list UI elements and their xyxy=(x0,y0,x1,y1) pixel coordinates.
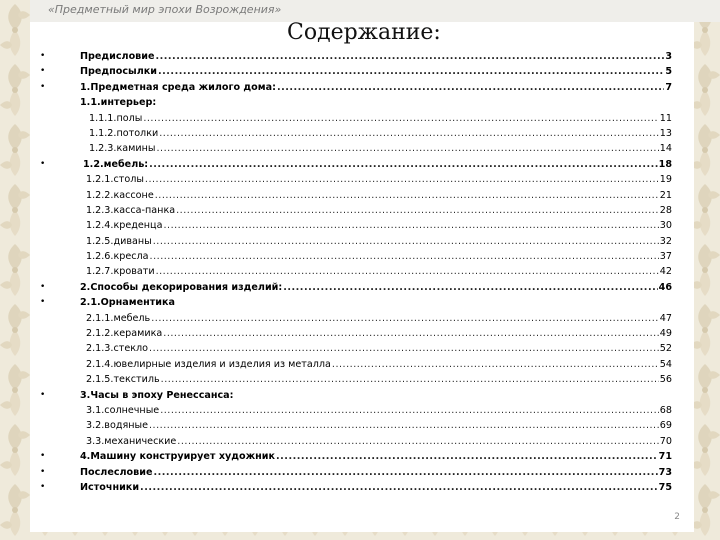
toc-row xyxy=(40,465,675,480)
toc-row xyxy=(40,280,675,295)
toc-entry xyxy=(86,218,672,233)
toc-entry-label: 2.1.4.ювелирные изделия и изделия из металла xyxy=(86,358,331,370)
toc-row xyxy=(40,157,675,172)
toc-entry-label: 3.3.механические xyxy=(86,435,177,447)
toc-entry-page: 47 xyxy=(659,312,672,324)
toc-row xyxy=(40,388,675,403)
toc-entry-label: Предпосылки xyxy=(80,66,157,78)
toc-entry-label: 1.2.3.камины xyxy=(89,143,156,155)
toc-entry-label: Послесловие xyxy=(80,466,153,478)
toc-row xyxy=(40,49,675,64)
bullet-icon: • xyxy=(40,281,46,292)
toc-entry-label: 2.Способы декорирования изделий: xyxy=(80,281,283,293)
toc-row xyxy=(40,141,675,156)
toc-row xyxy=(40,234,675,249)
toc-entry xyxy=(86,188,672,203)
bullet-icon: • xyxy=(40,466,46,477)
toc-entry-label: 4.Машину конструирует художник xyxy=(80,451,276,463)
toc-entry-page: 32 xyxy=(659,235,672,247)
toc-entry-label: 1.2.5.диваны xyxy=(86,235,152,247)
toc-entry-page: 21 xyxy=(659,189,672,201)
dot-leader xyxy=(150,249,659,264)
table-of-contents xyxy=(40,49,675,495)
toc-entry xyxy=(89,141,672,156)
dot-leader xyxy=(140,480,658,495)
toc-row xyxy=(40,80,675,95)
toc-entry xyxy=(86,234,672,249)
dot-leader xyxy=(332,357,659,372)
toc-entry xyxy=(83,157,672,172)
toc-row xyxy=(40,126,675,141)
toc-entry xyxy=(89,111,672,126)
toc-row xyxy=(40,64,675,79)
toc-entry xyxy=(89,126,672,141)
toc-entry xyxy=(86,326,672,341)
toc-row xyxy=(40,403,675,418)
bullet-icon: • xyxy=(40,66,46,77)
toc-row xyxy=(40,95,675,110)
dot-leader xyxy=(149,418,659,433)
dot-leader xyxy=(153,234,659,249)
toc-entry-page: 5 xyxy=(665,66,672,78)
bullet-icon: • xyxy=(40,451,46,462)
dot-leader xyxy=(163,326,659,341)
toc-entry-label: 2.1.1.мебель xyxy=(86,312,151,324)
dot-leader xyxy=(159,126,659,141)
toc-entry xyxy=(86,311,672,326)
dot-leader xyxy=(153,465,657,480)
toc-entry xyxy=(86,264,672,279)
toc-row xyxy=(40,372,675,387)
bullet-icon: • xyxy=(40,297,46,308)
toc-entry-page: 11 xyxy=(659,112,672,124)
dot-leader xyxy=(158,64,664,79)
dot-leader xyxy=(283,280,657,295)
page-number: 2 xyxy=(674,512,680,522)
toc-row xyxy=(40,341,675,356)
toc-entry-page: 52 xyxy=(659,343,672,355)
toc-entry xyxy=(80,465,672,480)
toc-entry-page: 42 xyxy=(659,266,672,278)
toc-entry-label: 1.2.4.креденца xyxy=(86,220,163,232)
toc-row xyxy=(40,172,675,187)
toc-row xyxy=(40,218,675,233)
toc-entry-label: 2.1.3.стекло xyxy=(86,343,149,355)
toc-entry-page: 13 xyxy=(659,127,672,139)
toc-row xyxy=(40,357,675,372)
toc-entry xyxy=(80,449,672,464)
bullet-icon: • xyxy=(40,481,46,492)
dot-leader xyxy=(277,80,664,95)
toc-row xyxy=(40,111,675,126)
toc-row xyxy=(40,326,675,341)
toc-row xyxy=(40,249,675,264)
dot-leader xyxy=(156,264,659,279)
toc-entry-page: 18 xyxy=(658,158,672,170)
toc-entry-label: 2.1.5.текстиль xyxy=(86,374,160,386)
toc-entry-label: 1.1.интерьер: xyxy=(80,97,157,109)
toc-entry-label: 1.2.7.кровати xyxy=(86,266,155,278)
toc-entry xyxy=(86,341,672,356)
dot-leader xyxy=(177,434,658,449)
dot-leader xyxy=(149,157,658,172)
toc-entry-label: 2.1.Орнаментика xyxy=(80,297,176,309)
toc-entry-page: 70 xyxy=(659,435,672,447)
toc-entry-page: 73 xyxy=(658,466,672,478)
toc-row xyxy=(40,203,675,218)
toc-entry-page: 3 xyxy=(665,51,672,62)
toc-entry-label: 3.1.солнечные xyxy=(86,404,160,416)
page-title: Содержание: xyxy=(287,20,441,45)
toc-entry xyxy=(80,388,234,403)
toc-entry-page: 54 xyxy=(659,358,672,370)
toc-entry-page: 75 xyxy=(658,481,672,493)
toc-entry-page: 71 xyxy=(658,451,672,463)
toc-entry xyxy=(86,172,672,187)
dot-leader xyxy=(149,341,659,356)
toc-entry xyxy=(80,95,156,110)
toc-entry xyxy=(80,64,672,79)
dot-leader xyxy=(161,372,659,387)
toc-entry-label: 1.2.3.касса-панка xyxy=(86,204,176,216)
toc-entry-label: 1.1.1.полы xyxy=(89,112,143,124)
toc-entry xyxy=(86,203,672,218)
toc-row xyxy=(40,480,675,495)
toc-entry-page: 30 xyxy=(659,220,672,232)
toc-entry xyxy=(86,403,672,418)
dot-leader xyxy=(176,203,659,218)
dot-leader xyxy=(156,141,658,156)
bullet-icon: • xyxy=(40,389,46,400)
bullet-icon: • xyxy=(40,81,46,92)
toc-entry-page: 49 xyxy=(659,328,672,340)
toc-entry xyxy=(86,372,672,387)
toc-entry-label: 1.2.1.столы xyxy=(86,174,144,186)
dot-leader xyxy=(155,188,659,203)
toc-entry-label: 1.1.2.потолки xyxy=(89,127,159,139)
toc-entry xyxy=(80,295,175,310)
toc-row xyxy=(40,449,675,464)
toc-entry-label: 1.Предметная среда жилого дома: xyxy=(80,81,276,93)
toc-entry-label: 3.Часы в эпоху Ренессанса: xyxy=(80,389,234,401)
toc-row xyxy=(40,311,675,326)
toc-entry-page: 37 xyxy=(659,251,672,263)
toc-row xyxy=(40,264,675,279)
toc-row xyxy=(40,295,675,310)
toc-entry xyxy=(86,357,672,372)
bullet-icon: • xyxy=(40,158,46,169)
toc-entry xyxy=(80,80,672,95)
bullet-icon: • xyxy=(40,51,46,61)
running-header: «Предметный мир эпохи Возрождения» xyxy=(48,3,282,16)
dot-leader xyxy=(155,49,664,64)
toc-entry-page: 19 xyxy=(659,174,672,186)
toc-row xyxy=(40,434,675,449)
toc-entry-label: 2.1.2.керамика xyxy=(86,328,163,340)
toc-entry xyxy=(86,418,672,433)
toc-entry xyxy=(86,434,672,449)
toc-entry-label: 1.2.2.кассоне xyxy=(86,189,154,201)
toc-entry xyxy=(80,480,672,495)
toc-entry-label: 1.2.мебель: xyxy=(83,158,149,170)
toc-entry-label: Предисловие xyxy=(80,51,155,62)
toc-entry xyxy=(80,49,672,64)
toc-entry-page: 14 xyxy=(659,143,672,155)
toc-entry-page: 28 xyxy=(659,204,672,216)
toc-entry-label: 1.2.6.кресла xyxy=(86,251,149,263)
toc-entry-label: Источники xyxy=(80,481,140,493)
dot-leader xyxy=(163,218,658,233)
toc-row xyxy=(40,418,675,433)
toc-entry xyxy=(80,280,672,295)
toc-entry-page: 68 xyxy=(659,404,672,416)
toc-entry-page: 46 xyxy=(658,281,672,293)
dot-leader xyxy=(145,172,659,187)
toc-entry-page: 7 xyxy=(665,81,672,93)
dot-leader xyxy=(151,311,659,326)
dot-leader xyxy=(276,449,658,464)
toc-entry-page: 56 xyxy=(659,374,672,386)
toc-entry xyxy=(86,249,672,264)
toc-entry-label: 3.2.водяные xyxy=(86,420,148,432)
toc-entry-page: 69 xyxy=(659,420,672,432)
dot-leader xyxy=(160,403,659,418)
dot-leader xyxy=(143,111,658,126)
toc-row xyxy=(40,188,675,203)
